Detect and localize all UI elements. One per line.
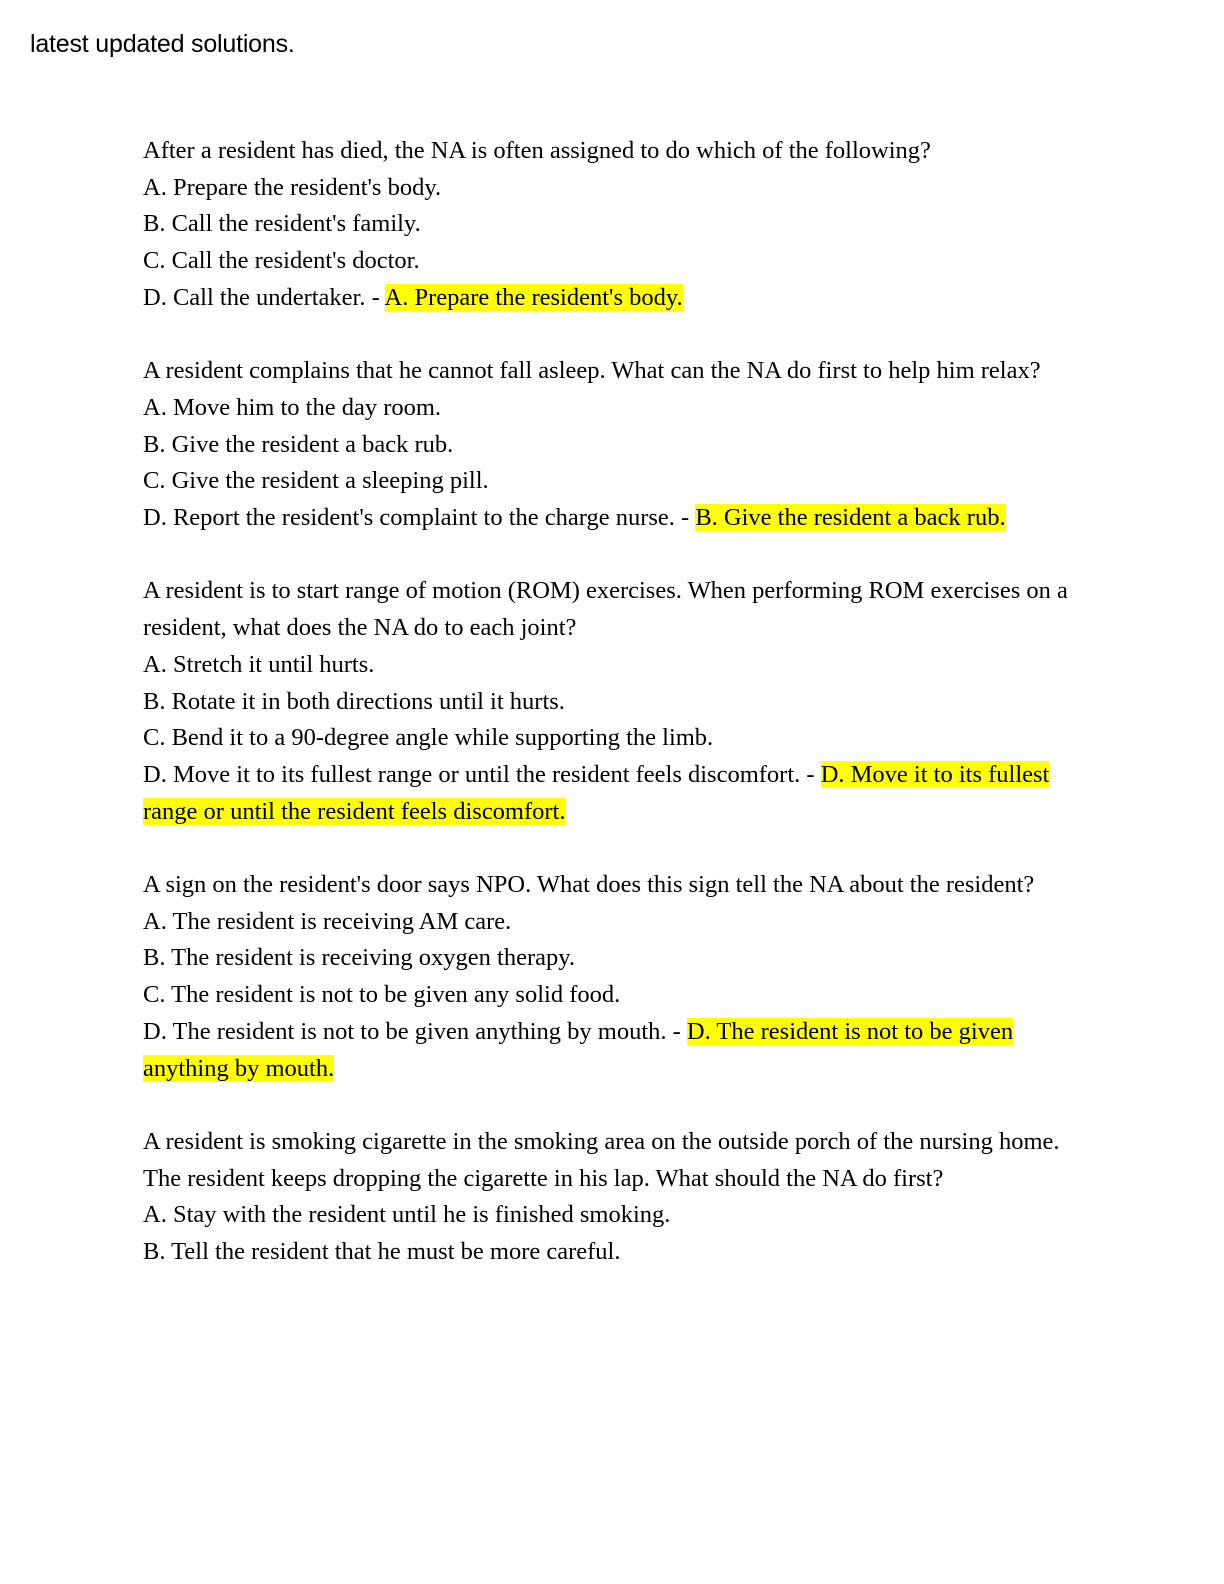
- option-a: A. Move him to the day room.: [143, 393, 442, 421]
- question-block: [143, 573, 1083, 830]
- question-stem: After a resident has died, the NA is often assigned to do which of the following?: [143, 137, 931, 164]
- option-b: B. Tell the resident that he must be more careful.: [143, 1238, 621, 1266]
- option-c: C. Bend it to a 90-degree angle while supporting the limb.: [143, 724, 714, 752]
- option-a: A. Stay with the resident until he is finished smoking.: [143, 1201, 671, 1229]
- option-d-line: [143, 500, 1083, 537]
- option-d: D. Move it to its fullest range or until the resident feels discomfort. -: [143, 760, 821, 788]
- option-b: B. Call the resident's family.: [143, 210, 421, 238]
- option-a: A. Stretch it until hurts.: [143, 650, 375, 678]
- option-b: B. Rotate it in both directions until it hurts.: [143, 687, 565, 715]
- question-block: [143, 353, 1083, 537]
- question-block: [143, 1124, 1083, 1271]
- highlighted-answer: D. Move it to its fullest range or until the resident feels discomfort.: [143, 760, 1050, 825]
- question-block: [143, 133, 1083, 317]
- option-d-line: [143, 757, 1083, 830]
- page-header: latest updated solutions.: [30, 30, 295, 58]
- highlighted-answer: B. Give the resident a back rub.: [695, 504, 1006, 532]
- question-stem: A resident is smoking cigarette in the smoking area on the outside porch of the nursing home. The resident keeps dropping the cigarette in his lap. What should the NA do first?: [143, 1127, 1060, 1192]
- question-stem: A sign on the resident's door says NPO. What does this sign tell the NA about the resident?: [143, 871, 1035, 899]
- highlighted-answer: D. The resident is not to be given anything by mouth.: [143, 1017, 1014, 1082]
- option-c: C. Call the resident's doctor.: [143, 247, 420, 275]
- option-d-line: [143, 280, 1083, 317]
- option-d: D. Report the resident's complaint to the charge nurse. -: [143, 504, 696, 532]
- option-d-line: [143, 1014, 1083, 1087]
- option-c: C. The resident is not to be given any solid food.: [143, 981, 621, 1009]
- option-a: A. Prepare the resident's body.: [143, 173, 442, 201]
- option-d: D. The resident is not to be given anything by mouth. -: [143, 1017, 687, 1045]
- question-stem: A resident is to start range of motion (ROM) exercises. When performing ROM exercises on a resident, what does the NA do to each joint?: [143, 577, 1068, 642]
- option-d: D. Call the undertaker. -: [143, 283, 385, 311]
- option-c: C. Give the resident a sleeping pill.: [143, 467, 489, 495]
- question-list: [143, 133, 1083, 1307]
- option-b: B. The resident is receiving oxygen therapy.: [143, 944, 576, 972]
- question-block: [143, 867, 1083, 1087]
- option-a: A. The resident is receiving AM care.: [143, 907, 512, 935]
- option-b: B. Give the resident a back rub.: [143, 430, 454, 458]
- question-stem: A resident complains that he cannot fall asleep. What can the NA do first to help him relax?: [143, 357, 1041, 385]
- highlighted-answer: A. Prepare the resident's body.: [384, 283, 683, 311]
